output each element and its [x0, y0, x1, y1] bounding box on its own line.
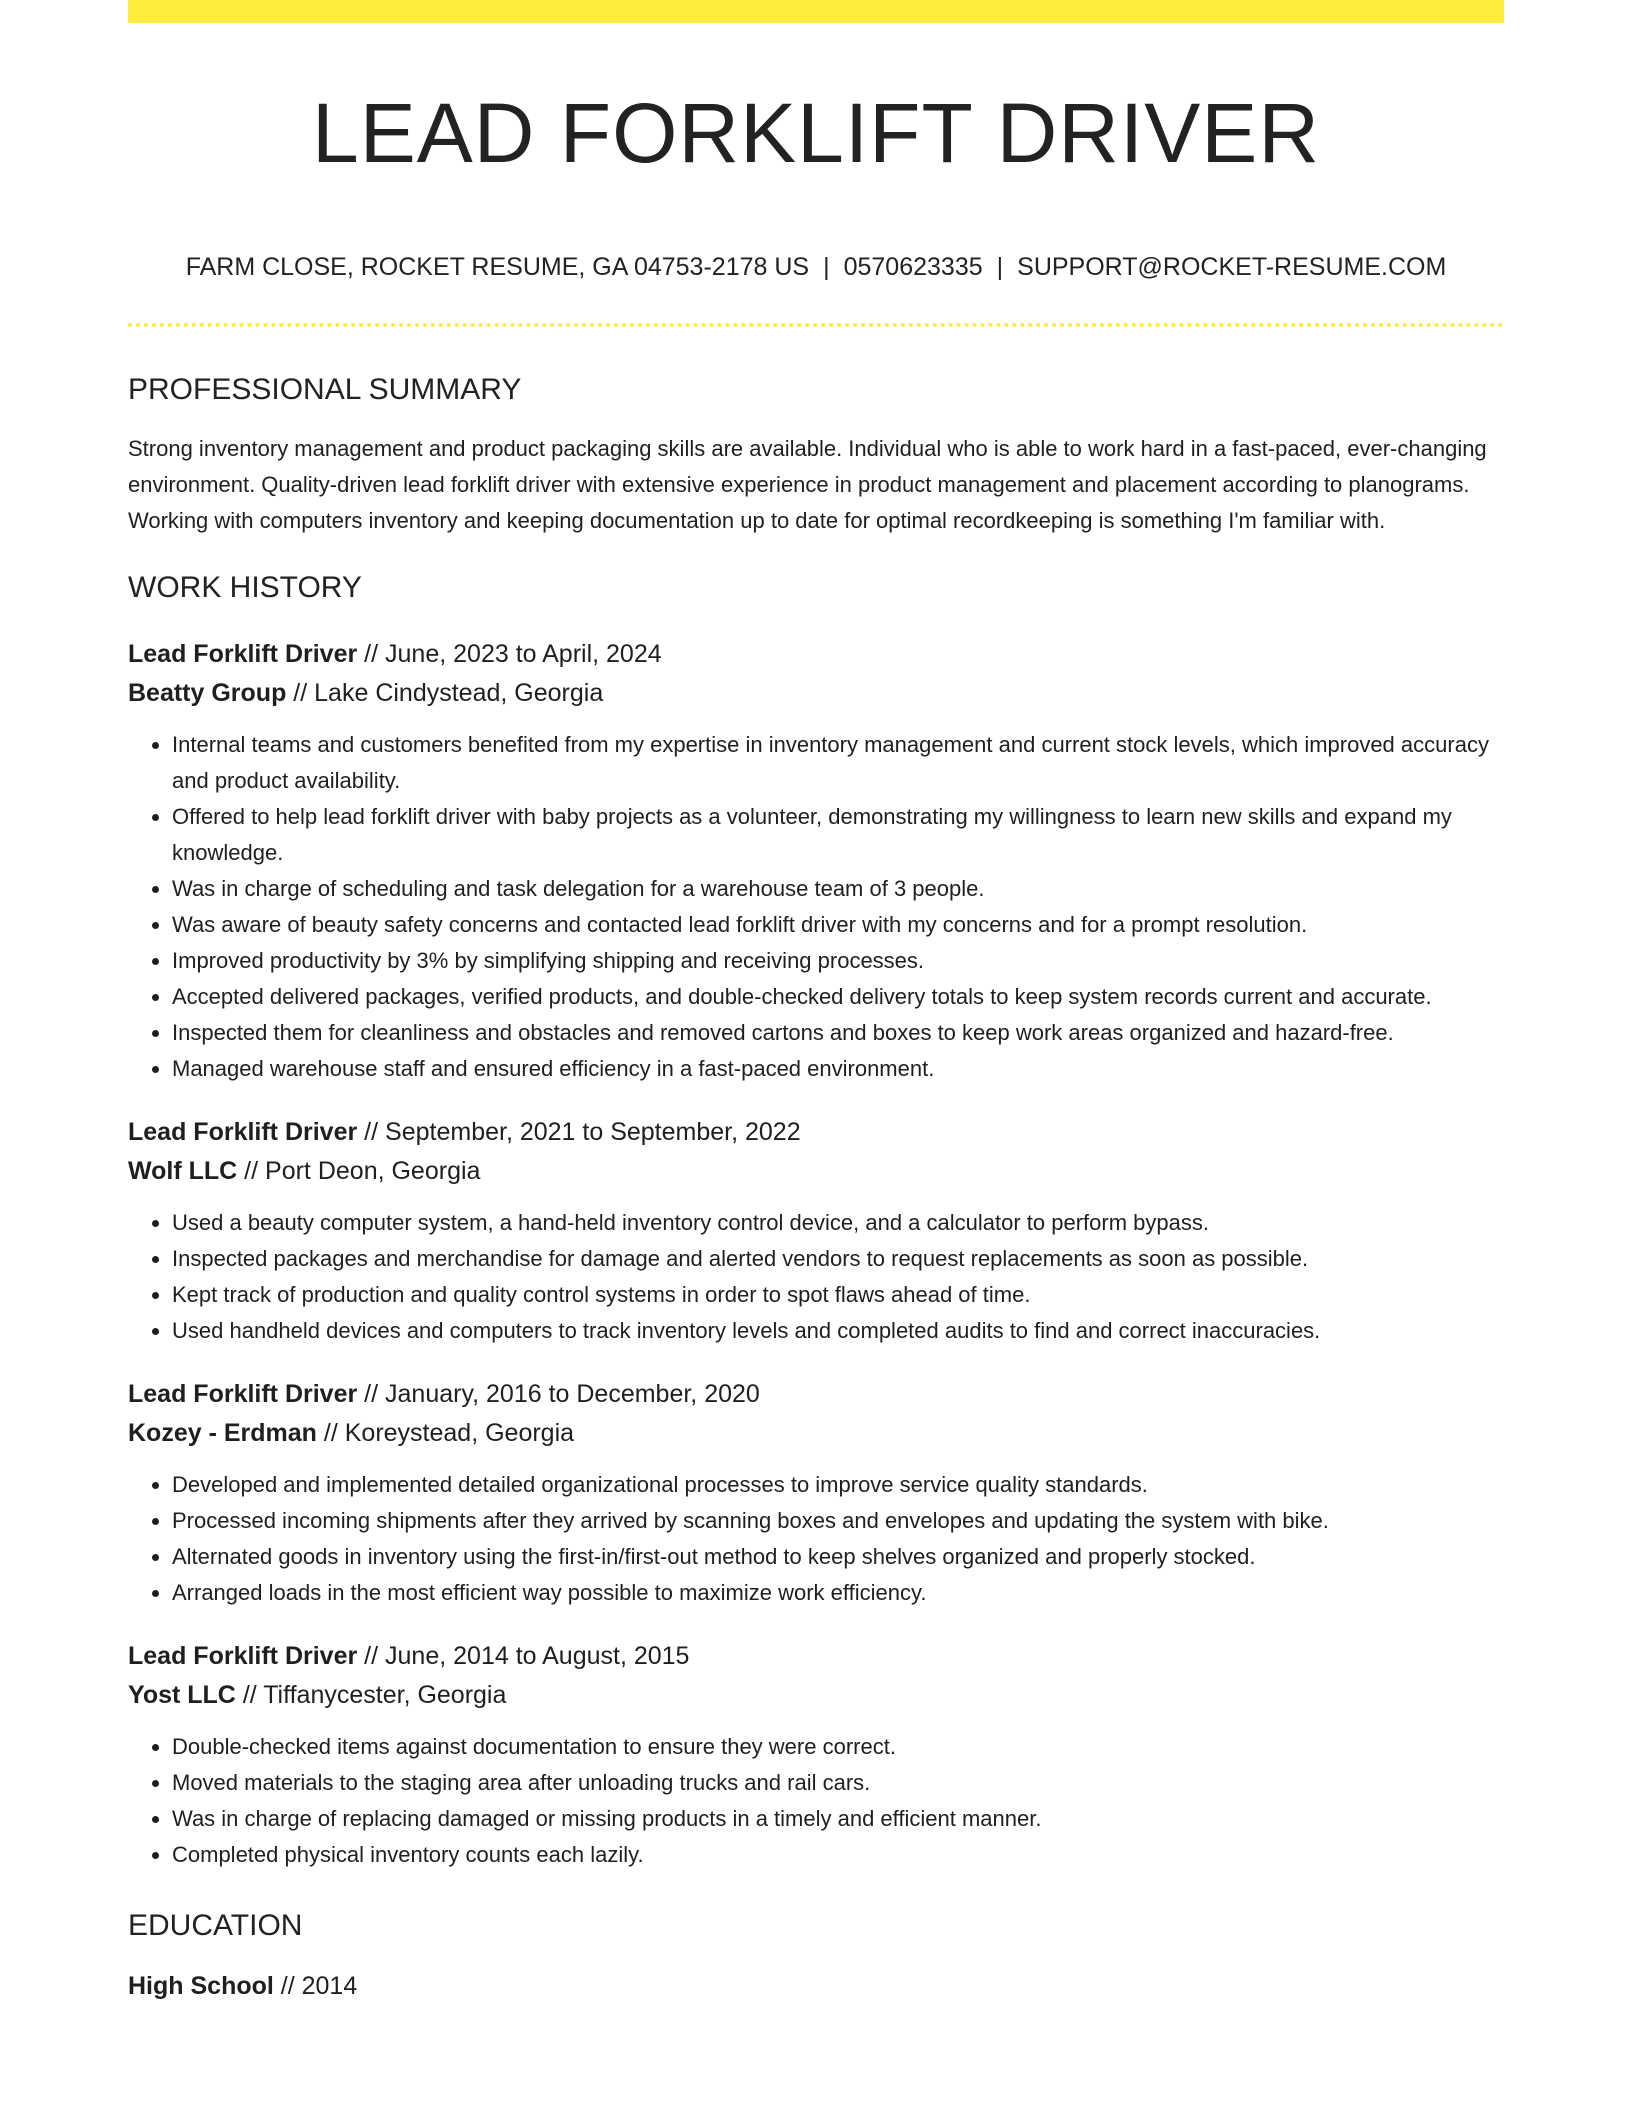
contact-email: SUPPORT@ROCKET-RESUME.COM [1017, 253, 1447, 281]
job-location: Koreystead, Georgia [344, 1419, 575, 1447]
job-bullet: • Was in charge of replacing damaged or missing products in a timely and efficient manner. [172, 1801, 1504, 1837]
job-bullet: • Moved materials to the staging area after unloading trucks and rail cars. [172, 1765, 1504, 1801]
job-entry [128, 1637, 1504, 1873]
job-bullet: • Was aware of beauty safety concerns and contacted lead forklift driver with my concerns and for a prompt resolution. [172, 907, 1504, 943]
job-bullet: • Developed and implemented detailed organizational processes to improve service quality standards. [172, 1467, 1504, 1503]
job-separator: // [357, 1118, 386, 1146]
job-entry [128, 635, 1504, 1087]
job-dates: June, 2023 to April, 2024 [385, 640, 662, 668]
contact-separator: | [996, 253, 1004, 281]
job-bullet: • Was in charge of scheduling and task delegation for a warehouse team of 3 people. [172, 871, 1504, 907]
job-separator: // [357, 1642, 386, 1670]
section-title-summary: PROFESSIONAL SUMMARY [128, 373, 522, 406]
job-separator: // [286, 679, 315, 707]
job-bullet: • Alternated goods in inventory using the first-in/first-out method to keep shelves organized and properly stocked. [172, 1539, 1504, 1575]
contact-line [128, 251, 1504, 283]
contact-separator: | [823, 253, 830, 281]
job-company-line [128, 674, 1504, 713]
education-year: 2014 [301, 1972, 358, 2000]
job-separator: // [235, 1681, 264, 1709]
job-dates: June, 2014 to August, 2015 [385, 1642, 690, 1670]
job-bullet: • Inspected packages and merchandise for damage and alerted vendors to request replacements as soon as possible. [172, 1241, 1504, 1277]
job-title-line [128, 635, 1504, 674]
job-role: Lead Forklift Driver [128, 1642, 358, 1670]
job-bullet: • Completed physical inventory counts each lazily. [172, 1837, 1504, 1873]
job-bullet: • Managed warehouse staff and ensured efficiency in a fast-paced environment. [172, 1051, 1504, 1087]
section-title-work-history: WORK HISTORY [128, 571, 362, 604]
job-company: Kozey - Erdman [128, 1419, 317, 1447]
job-bullet: • Double-checked items against documentation to ensure they were correct. [172, 1729, 1504, 1765]
job-role: Lead Forklift Driver [128, 640, 358, 668]
job-company-line [128, 1414, 1504, 1453]
job-bullet: • Improved productivity by 3% by simplifying shipping and receiving processes. [172, 943, 1504, 979]
education-list [128, 1967, 1504, 2006]
contact-phone: 0570623335 [843, 253, 983, 281]
education-degree: High School [128, 1972, 274, 2000]
accent-top-bar [128, 0, 1504, 23]
job-title-line [128, 1637, 1504, 1676]
job-dates: January, 2016 to December, 2020 [385, 1380, 760, 1408]
job-bullet: • Arranged loads in the most efficient way possible to maximize work efficiency. [172, 1575, 1504, 1611]
job-separator: // [357, 640, 386, 668]
job-bullet-list [128, 727, 1504, 1087]
job-title-line [128, 1375, 1504, 1414]
job-entry [128, 1375, 1504, 1611]
work-history-list [128, 635, 1504, 1873]
dotted-divider [128, 323, 1504, 327]
job-dates: September, 2021 to September, 2022 [385, 1118, 801, 1146]
job-bullet: • Inspected them for cleanliness and obstacles and removed cartons and boxes to keep work areas organized and hazard-free. [172, 1015, 1504, 1051]
job-separator: // [316, 1419, 345, 1447]
job-bullet: • Kept track of production and quality control systems in order to spot flaws ahead of time. [172, 1277, 1504, 1313]
contact-address: FARM CLOSE, ROCKET RESUME, GA 04753-2178 US [185, 253, 810, 281]
job-location: Port Deon, Georgia [265, 1157, 481, 1185]
job-separator: // [237, 1157, 266, 1185]
job-bullet-list [128, 1205, 1504, 1349]
job-separator: // [357, 1380, 386, 1408]
job-bullet: • Accepted delivered packages, verified products, and double-checked delivery totals to keep system records current and accurate. [172, 979, 1504, 1015]
job-company-line [128, 1676, 1504, 1715]
job-bullet-list [128, 1729, 1504, 1873]
job-role: Lead Forklift Driver [128, 1380, 358, 1408]
job-company: Beatty Group [128, 679, 287, 707]
job-entry [128, 1113, 1504, 1349]
job-title-line [128, 1113, 1504, 1152]
section-title-education: EDUCATION [128, 1909, 303, 1942]
summary-text: Strong inventory management and product packaging skills are available. Individual who is able to work hard in a fast-paced, ever-changing environment. Quality-driven lead forklift driver with extensive experience in product management and placement according to planograms. Working with computers inventory and keeping documentation up to date for optimal recordkeeping is something I'm familiar with. [128, 436, 1487, 533]
resume-content [128, 0, 1504, 2006]
job-bullet: • Internal teams and customers benefited from my expertise in inventory management and current stock levels, which improved accuracy and product availability. [172, 727, 1504, 799]
job-company: Wolf LLC [128, 1157, 238, 1185]
resume-title: LEAD FORKLIFT DRIVER [312, 86, 1320, 180]
job-location: Tiffanycester, Georgia [263, 1681, 507, 1709]
job-bullet: • Processed incoming shipments after they arrived by scanning boxes and envelopes and updating the system with bike. [172, 1503, 1504, 1539]
job-bullet: • Used a beauty computer system, a hand-held inventory control device, and a calculator to perform bypass. [172, 1205, 1504, 1241]
job-company-line [128, 1152, 1504, 1191]
education-separator: // [273, 1972, 302, 2000]
job-role: Lead Forklift Driver [128, 1118, 358, 1146]
job-company: Yost LLC [128, 1681, 236, 1709]
job-bullet: • Used handheld devices and computers to track inventory levels and completed audits to find and correct inaccuracies. [172, 1313, 1504, 1349]
job-location: Lake Cindystead, Georgia [314, 679, 604, 707]
education-entry [128, 1967, 1504, 2006]
job-bullet: • Offered to help lead forklift driver with baby projects as a volunteer, demonstrating my willingness to learn new skills and expand my knowledge. [172, 799, 1504, 871]
job-bullet-list [128, 1467, 1504, 1611]
